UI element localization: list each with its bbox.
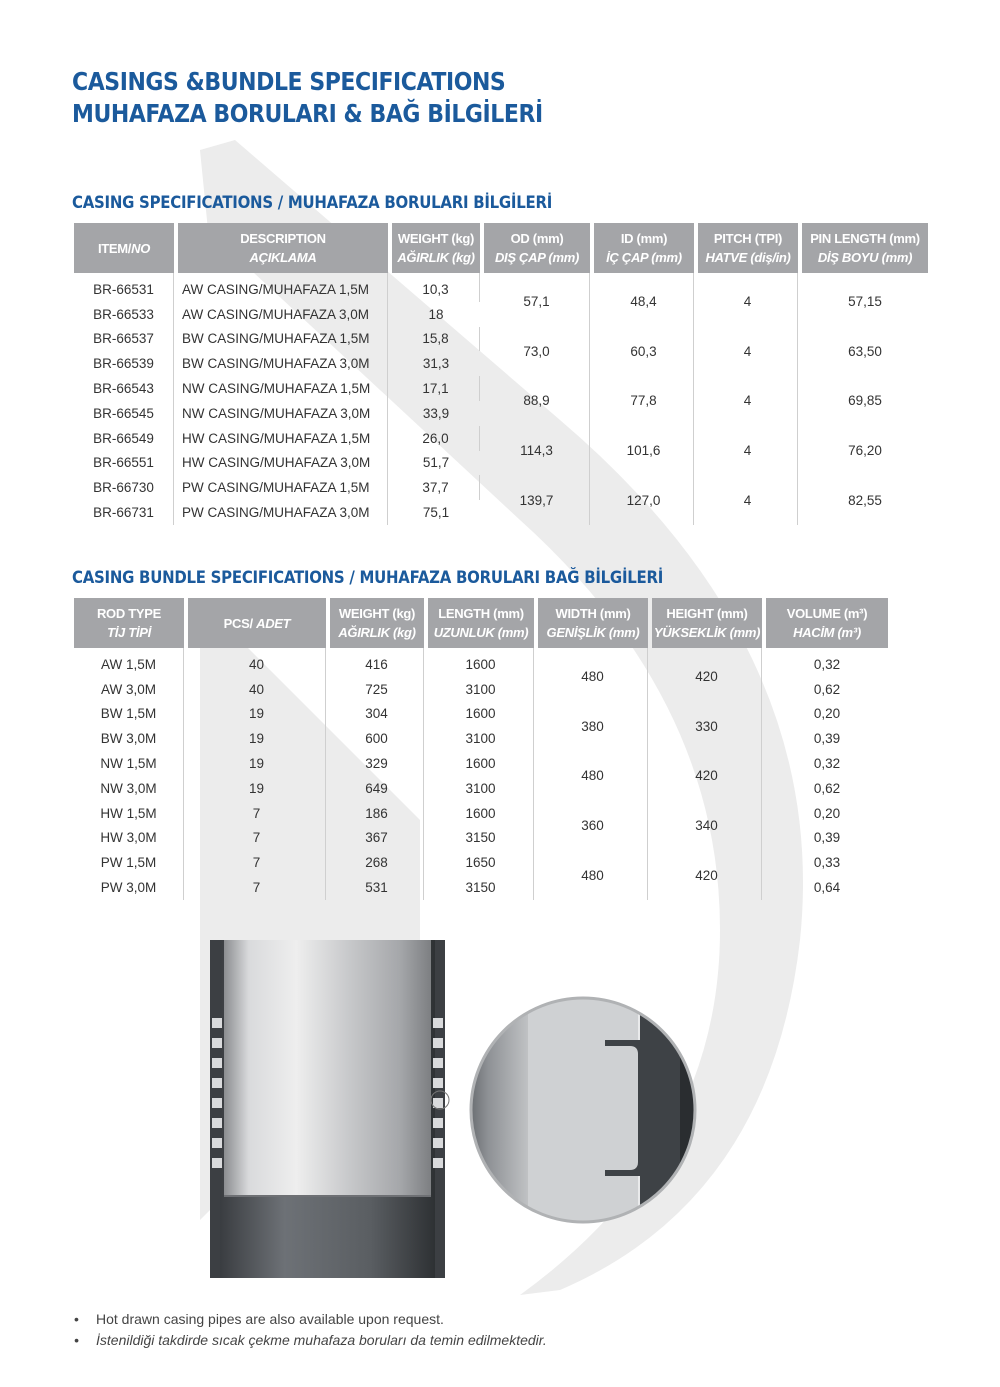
weight: 531 xyxy=(330,875,424,900)
item-number: BR-66539 xyxy=(74,351,174,376)
rod-type: PW 1,5M xyxy=(74,850,184,875)
weight: 268 xyxy=(330,850,424,875)
weight: 26,0 xyxy=(392,426,480,451)
description: PW CASING/MUHAFAZA 3,0M xyxy=(178,500,388,525)
item-number: BR-66731 xyxy=(74,500,174,525)
volume: 0,62 xyxy=(813,780,841,796)
pcs: 7 xyxy=(188,850,326,875)
casing-spec-table xyxy=(70,223,932,525)
weight: 329 xyxy=(330,751,424,776)
item-number: BR-66533 xyxy=(74,302,174,327)
id-value: 48,4 xyxy=(594,273,694,327)
weight: 649 xyxy=(330,776,424,801)
length: 1600 xyxy=(428,801,534,826)
item-number: BR-66545 xyxy=(74,401,174,426)
table-row xyxy=(74,702,888,727)
rod-type: PW 3,0M xyxy=(74,875,184,900)
table-row xyxy=(74,426,928,451)
item-number: BR-66549 xyxy=(74,426,174,451)
rod-type: NW 1,5M xyxy=(74,751,184,776)
width-value: 380 xyxy=(538,702,648,752)
header-item: ITEM/NO xyxy=(74,223,174,273)
table-row xyxy=(74,875,888,900)
header-weight: WEIGHT (kg) AĞIRLIK (kg) xyxy=(330,598,424,648)
width-value: 480 xyxy=(538,850,648,900)
id-value: 101,6 xyxy=(594,426,694,476)
header-volume: VOLUME (m³) HACİM (m³) xyxy=(766,598,888,648)
pcs: 19 xyxy=(188,751,326,776)
inner-casing xyxy=(224,940,431,1196)
length: 3100 xyxy=(428,677,534,702)
title-line-en: CASINGS &BUNDLE SPECIFICATIONS xyxy=(72,67,506,96)
volume: 0,33 xyxy=(813,855,841,871)
header-rod-type: ROD TYPE TİJ TİPİ xyxy=(74,598,184,648)
width-value: 480 xyxy=(538,648,648,702)
title-line-tr: MUHAFAZA BORULARI & BAĞ BİLGİLERİ xyxy=(72,99,543,128)
length: 1600 xyxy=(428,702,534,727)
pitch-value: 4 xyxy=(698,376,798,426)
notes-list xyxy=(72,1309,547,1351)
length: 1600 xyxy=(428,751,534,776)
pin-length-value: 63,50 xyxy=(848,343,882,359)
bundle-section-title: CASING BUNDLE SPECIFICATIONS / MUHAFAZA BORULARI BAĞ BİLGİLERİ xyxy=(72,568,664,588)
header-pin-length: PIN LENGTH (mm) DİŞ BOYU (mm) xyxy=(802,223,928,273)
id-value: 60,3 xyxy=(594,327,694,377)
description: NW CASING/MUHAFAZA 3,0M xyxy=(178,401,388,426)
pcs: 7 xyxy=(188,801,326,826)
item-number: BR-66551 xyxy=(74,451,174,476)
id-value: 77,8 xyxy=(594,376,694,426)
weight: 75,1 xyxy=(422,505,450,521)
weight: 10,3 xyxy=(392,273,480,302)
pitch-value: 4 xyxy=(698,475,798,525)
width-value: 360 xyxy=(538,801,648,851)
pcs: 19 xyxy=(188,726,326,751)
description: AW CASING/MUHAFAZA 3,0M xyxy=(178,302,388,327)
weight: 725 xyxy=(330,677,424,702)
od-value: 139,7 xyxy=(484,475,590,525)
height-value: 420 xyxy=(652,751,762,801)
header-width: WIDTH (mm) GENİŞLİK (mm) xyxy=(538,598,648,648)
table-row xyxy=(74,475,928,500)
item-number: BR-66543 xyxy=(74,376,174,401)
header-weight: WEIGHT (kg) AĞIRLIK (kg) xyxy=(392,223,480,273)
bundle-spec-table xyxy=(70,598,892,900)
volume: 0,39 xyxy=(813,731,841,747)
rod-type: BW 1,5M xyxy=(74,702,184,727)
id-value: 127,0 xyxy=(594,475,694,525)
pcs: 19 xyxy=(188,776,326,801)
description: AW CASING/MUHAFAZA 1,5M xyxy=(178,273,388,302)
header-length: LENGTH (mm) UZUNLUK (mm) xyxy=(428,598,534,648)
pcs: 19 xyxy=(188,702,326,727)
pitch-value: 4 xyxy=(698,327,798,377)
table-row xyxy=(74,273,928,302)
item-number: BR-66537 xyxy=(74,327,174,352)
bundle-header-row xyxy=(74,598,888,648)
weight: 31,3 xyxy=(422,356,450,372)
od-value: 88,9 xyxy=(484,376,590,426)
weight: 33,9 xyxy=(422,405,450,421)
length: 3150 xyxy=(428,826,534,851)
pin-length-value: 57,15 xyxy=(848,294,882,310)
rod-type: HW 1,5M xyxy=(74,801,184,826)
table-row xyxy=(74,751,888,776)
description: HW CASING/MUHAFAZA 3,0M xyxy=(178,451,388,476)
length: 3100 xyxy=(428,776,534,801)
weight: 416 xyxy=(330,648,424,677)
length: 3150 xyxy=(428,875,534,900)
pitch-value: 4 xyxy=(698,273,798,327)
table-row xyxy=(74,648,888,677)
height-value: 330 xyxy=(652,702,762,752)
table-row xyxy=(74,376,928,401)
table-row xyxy=(74,726,888,751)
table-row xyxy=(74,801,888,826)
casing-header-row xyxy=(74,223,928,273)
header-height: HEIGHT (mm) YÜKSEKLİK (mm) xyxy=(652,598,762,648)
length: 3100 xyxy=(428,726,534,751)
length: 1600 xyxy=(428,648,534,677)
description: PW CASING/MUHAFAZA 1,5M xyxy=(178,475,388,500)
pcs: 7 xyxy=(188,875,326,900)
casing-thread-illustration xyxy=(210,940,770,1280)
rod-type: BW 3,0M xyxy=(74,726,184,751)
header-id: ID (mm) İÇ ÇAP (mm) xyxy=(594,223,694,273)
description: NW CASING/MUHAFAZA 1,5M xyxy=(178,376,388,401)
pin-length-value: 76,20 xyxy=(848,443,882,459)
header-pcs: PCS/ ADET xyxy=(188,598,326,648)
volume: 0,20 xyxy=(813,805,841,821)
weight: 37,7 xyxy=(392,475,480,500)
rod-type: AW 1,5M xyxy=(74,648,184,677)
od-value: 57,1 xyxy=(484,273,590,327)
weight: 600 xyxy=(330,726,424,751)
pcs: 40 xyxy=(188,677,326,702)
volume: 0,62 xyxy=(813,681,841,697)
pitch-value: 4 xyxy=(698,426,798,476)
table-row xyxy=(74,327,928,352)
weight: 51,7 xyxy=(422,455,450,471)
note-en: • Hot drawn casing pipes are also available upon request. xyxy=(72,1309,547,1330)
item-number: BR-66730 xyxy=(74,475,174,500)
table-row xyxy=(74,826,888,851)
item-number: BR-66531 xyxy=(74,273,174,302)
casing-section-title: CASING SPECIFICATIONS / MUHAFAZA BORULARI BİLGİLERİ xyxy=(72,193,553,213)
height-value: 420 xyxy=(652,648,762,702)
od-value: 73,0 xyxy=(484,327,590,377)
table-row xyxy=(74,677,888,702)
rod-type: NW 3,0M xyxy=(74,776,184,801)
pcs: 40 xyxy=(188,648,326,677)
pin-length-value: 82,55 xyxy=(848,492,882,508)
weight: 17,1 xyxy=(392,376,480,401)
table-row xyxy=(74,850,888,875)
volume: 0,20 xyxy=(813,706,841,722)
length: 1650 xyxy=(428,850,534,875)
header-description: DESCRIPTION AÇIKLAMA xyxy=(178,223,388,273)
description: BW CASING/MUHAFAZA 1,5M xyxy=(178,327,388,352)
table-row xyxy=(74,776,888,801)
volume: 0,32 xyxy=(813,756,841,772)
weight: 186 xyxy=(330,801,424,826)
weight: 18 xyxy=(428,306,444,322)
description: BW CASING/MUHAFAZA 3,0M xyxy=(178,351,388,376)
thread-zoom-detail xyxy=(460,990,710,1240)
rod-type: AW 3,0M xyxy=(74,677,184,702)
volume: 0,39 xyxy=(813,830,841,846)
volume: 0,64 xyxy=(813,880,841,896)
height-value: 340 xyxy=(652,801,762,851)
width-value: 480 xyxy=(538,751,648,801)
weight: 15,8 xyxy=(392,327,480,352)
pcs: 7 xyxy=(188,826,326,851)
volume: 0,32 xyxy=(813,656,841,672)
height-value: 420 xyxy=(652,850,762,900)
pin-length-value: 69,85 xyxy=(848,393,882,409)
weight: 304 xyxy=(330,702,424,727)
page-title xyxy=(72,66,543,130)
weight: 367 xyxy=(330,826,424,851)
header-od: OD (mm) DIŞ ÇAP (mm) xyxy=(484,223,590,273)
rod-type: HW 3,0M xyxy=(74,826,184,851)
description: HW CASING/MUHAFAZA 1,5M xyxy=(178,426,388,451)
note-tr: • İstenildiği takdirde sıcak çekme muhafaza boruları da temin edilmektedir. xyxy=(72,1330,547,1351)
od-value: 114,3 xyxy=(484,426,590,476)
header-pitch: PITCH (TPI) HATVE (diş/in) xyxy=(698,223,798,273)
